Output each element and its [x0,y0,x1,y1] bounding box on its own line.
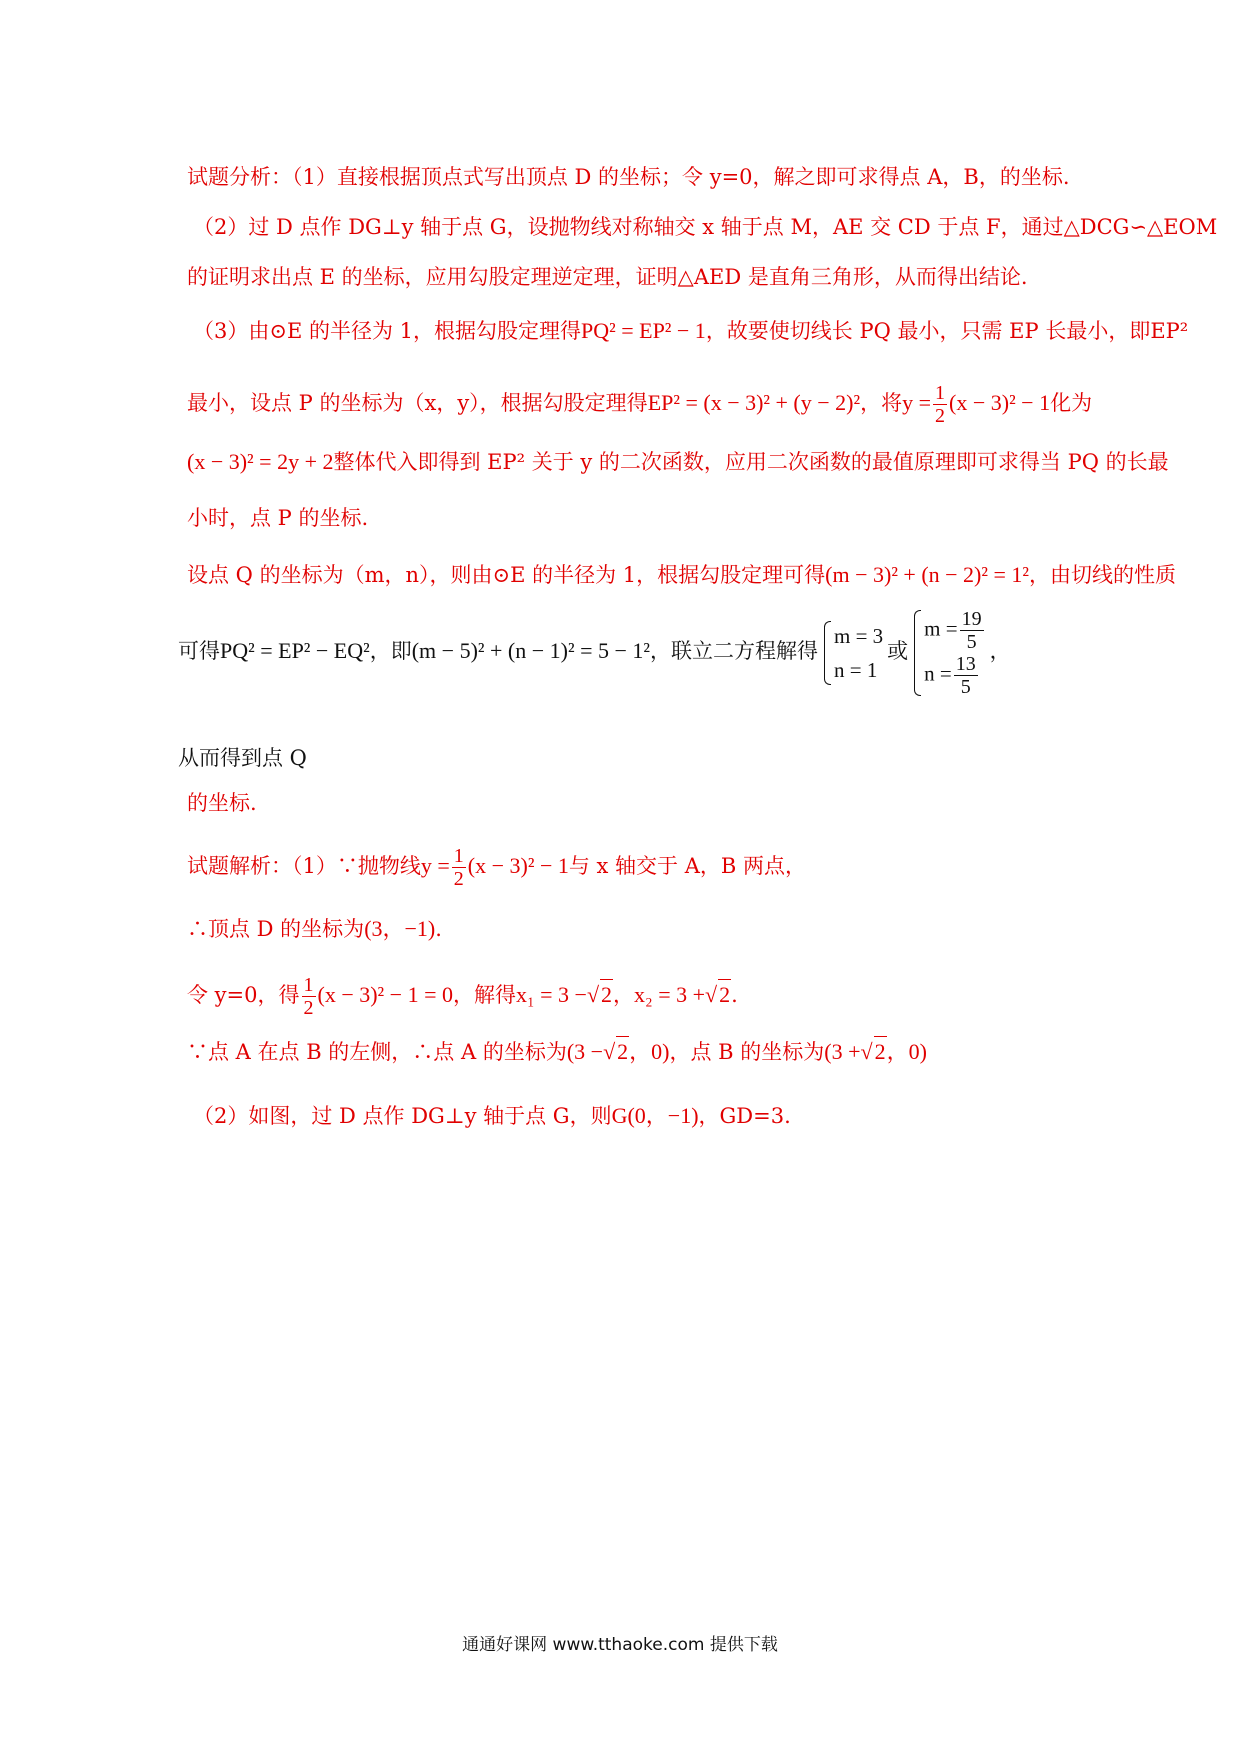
text: 或 [887,638,909,663]
text: 令 y=0，得 [187,983,300,1007]
solution-line-4: ∵点 A 在点 B 的左侧，∴点 A 的坐标为(3 −√2，0)，点 B 的坐标为(3 +√2，0) [187,1036,927,1067]
equation-y: y = [902,390,932,415]
equation: x₂ = 3 + [634,982,706,1007]
footer-credit: 通通好课网 www.tthaoke.com 提供下载 [462,1635,778,1655]
text: ，解得 [452,983,516,1007]
solution-line-3: 令 y=0，得 $\frac{1}{2}$ (x − 3)² − 1 = 0，解得x₁ = 3 −√2，x₂ = 3 +√2. [187,974,738,1019]
equation: y = [420,853,450,878]
text: ，将 [860,391,903,415]
analysis-line-7: 小时，点 P 的坐标. [187,506,369,530]
analysis-line-3: 的证明求出点 E 的坐标，应用勾股定理逆定理，证明△AED 是直角三角形，从而得出结论. [187,265,1028,289]
equation-pq: PQ² = EP² − 1 [581,318,706,343]
text: （2）如图，过 D 点作 DG⊥y 轴于点 G，则 [193,1104,612,1128]
text: ，联立二方程解得 [649,638,818,663]
equation-circle: (m − 3)² + (n − 2)² = 1² [825,562,1029,587]
text: 化为 [1050,391,1093,415]
text: 设点 Q 的坐标为（m，n），则由⊙E 的半径为 1，根据勾股定理可得 [187,563,826,587]
text: ，GD=3. [698,1104,791,1128]
solution-line-2 [187,914,442,944]
analysis-line-11: 的坐标. [187,791,257,815]
equation-ep: EP² = (x − 3)² + (y − 2)² [647,390,861,415]
equation-system-1: m = 3 n = 1 [822,619,883,687]
equation: x₁ = 3 − [515,982,587,1007]
solution-line-5 [193,1101,791,1131]
equation-tangent: PQ² = EP² − EQ² [220,637,370,663]
text: 最小，设点 P 的坐标为（x，y），根据勾股定理得 [187,391,648,415]
text: . [435,917,442,941]
equation: (x − 3)² − 1 = 0 [317,982,453,1007]
text: . [731,983,738,1007]
fraction: $\frac{1}{2}$ [935,382,946,427]
analysis-line-9 [178,608,1011,698]
text: 可得 [178,638,220,663]
equation-y-rest: (x − 3)² − 1 [949,390,1051,415]
equation: ，0) [886,1039,927,1064]
analysis-line-10: 从而得到点 Q [178,746,307,770]
analysis-line-6 [187,447,1169,477]
analysis-line-1: 试题分析：（1）直接根据顶点式写出顶点 D 的坐标；令 y=0，解之即可求得点 A，B，的坐标. [187,165,1070,189]
analysis-line-5 [187,382,1092,427]
analysis-line-2: （2）过 D 点作 DG⊥y 轴于点 G，设抛物线对称轴交 x 轴于点 M，AE 交 CD 于点 F，通过△DCG∽△EOM [193,215,1218,239]
equation: (x − 3)² − 1 [467,853,569,878]
text: ，点 B 的坐标为 [669,1040,825,1064]
text: ，即 [369,638,412,663]
fraction: $\frac{1}{2}$ [303,974,314,1019]
sqrt: 2 [600,979,613,1010]
sqrt: 2 [718,979,731,1010]
equation: (3 − [566,1039,604,1064]
text: ，由切线的性质 [1028,563,1176,587]
text: 试题解析：（1）∵抛物线 [187,854,421,878]
equation-system-2: m = $\frac{19}{5}$ n = $\frac{13}{5}$ [912,608,985,698]
equation-x: (x − 3)² = 2y + 2 [187,449,334,474]
fraction: $\frac{1}{2}$ [453,845,464,890]
text: ， [989,638,1011,663]
text: ， [613,983,635,1007]
text: ∴顶点 D 的坐标为 [187,917,365,941]
sqrt: 2 [874,1036,887,1067]
equation-combined: (m − 5)² + (n − 1)² = 5 − 1² [411,637,650,663]
text: （3）由⊙E 的半径为 1，根据勾股定理得 [193,319,581,343]
analysis-line-8 [187,560,1176,590]
text: 与 x 轴交于 A，B 两点， [568,854,807,878]
equation: (3，−1) [364,916,436,941]
solution-line-1 [187,845,806,890]
equation: (3 + [824,1039,861,1064]
equation: G(0，−1) [611,1103,699,1128]
text: 整体代入即得到 EP² 关于 y 的二次函数，应用二次函数的最值原理即可求得当 PQ 的长最 [333,450,1169,474]
text: ∵点 A 在点 B 的左侧，∴点 A 的坐标为 [187,1040,567,1064]
equation: ，0) [629,1039,670,1064]
text: ，故要使切线长 PQ 最小，只需 EP 长最小，即EP² [705,319,1189,343]
sqrt: 2 [616,1036,629,1067]
analysis-line-4 [193,316,1188,346]
